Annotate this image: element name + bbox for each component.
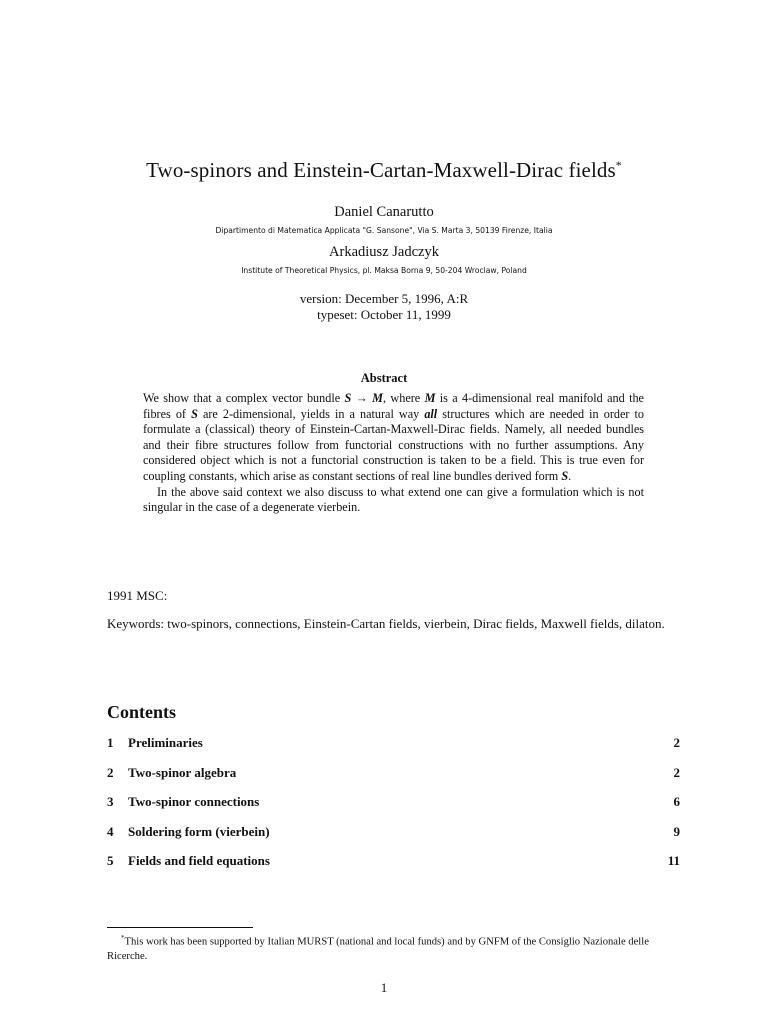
author-name-2: Arkadiusz Jadczyk <box>329 244 439 260</box>
math-bundle-map: S → M <box>344 391 384 405</box>
toc-entry[interactable] <box>107 853 680 869</box>
author-affiliation-1: Dipartimento di Matematica Applicata "G. Sansone", Via S. Marta 3, 50139 Firenze, Italia <box>215 226 553 235</box>
toc-entry[interactable] <box>107 765 680 781</box>
toc-entry-title: Preliminaries <box>128 735 203 750</box>
toc-entry-page: 11 <box>667 853 680 868</box>
abstract-text: , where <box>383 391 425 405</box>
toc-entry[interactable] <box>107 794 680 810</box>
page-number: 1 <box>380 980 388 995</box>
toc-entry-page: 2 <box>673 735 680 750</box>
toc-entry-title: Two-spinor connections <box>128 794 260 809</box>
version-line: version: December 5, 1996, A:R <box>299 291 469 306</box>
abstract-text: are 2-dimensional, yields in a natural way <box>197 406 425 421</box>
emphasis-all: all <box>424 406 438 421</box>
toc-entry-title: Two-spinor algebra <box>128 765 237 780</box>
keywords-line: Keywords: two-spinors, connections, Einstein-Cartan fields, vierbein, Dirac fields, Maxwell fields, dilaton. <box>107 616 665 631</box>
toc-entry[interactable] <box>107 824 680 840</box>
toc-entry-number: 1 <box>107 735 114 750</box>
author-affiliation-2: Institute of Theoretical Physics, pl. Maksa Borna 9, 50-204 Wroclaw, Poland <box>241 266 527 275</box>
contents-heading: Contents <box>107 702 177 722</box>
paper-title <box>0 158 768 183</box>
toc-entry-number: 4 <box>107 824 114 839</box>
paper-title-text: Two-spinors and Einstein-Cartan-Maxwell-Dirac fields <box>146 158 616 182</box>
toc-entry-number: 2 <box>107 765 114 780</box>
math-bundle: S <box>191 406 198 421</box>
abstract-text: structures which are needed in order to formulate a (classical) theory of Einstein-Cartan-Maxwell-Dirac fields. Namely, all needed bundles and their fibre structures follow from functorial constructions with no further assumptions. Any considered object which is not a functorial construction is taken to be a field. This is true even for coupling constants, which arise as constant sections of real line bundles derived form <box>143 406 645 483</box>
footnote-rule <box>107 927 253 928</box>
author-name-1: Daniel Canarutto <box>334 204 434 220</box>
abstract-text: . <box>568 468 572 483</box>
abstract-heading: Abstract <box>360 371 408 385</box>
toc-entry-number: 3 <box>107 794 114 809</box>
abstract-paragraph-1 <box>143 391 644 485</box>
toc-entry-title: Fields and field equations <box>128 853 270 868</box>
abstract-paragraph-2: In the above said context we also discuss to what extend one can give a formulation which is not singular in the case of a degenerate vierbein. <box>143 484 644 515</box>
toc-entry-page: 9 <box>673 824 680 839</box>
toc-entry[interactable] <box>107 735 680 751</box>
toc-entry-page: 6 <box>673 794 680 809</box>
toc-entry-page: 2 <box>673 765 680 780</box>
msc-line: 1991 MSC: <box>107 588 168 603</box>
footnote-mark: * <box>121 934 125 942</box>
toc-entry-number: 5 <box>107 853 114 868</box>
abstract-text: is a 4-dimensional real manifold and the fibres of <box>143 391 644 421</box>
footnote <box>107 931 680 964</box>
typeset-line: typeset: October 11, 1999 <box>317 307 451 322</box>
abstract-text: We show that a complex vector bundle <box>143 391 345 405</box>
abstract-body <box>143 391 644 516</box>
math-bundle: S <box>561 468 569 483</box>
footnote-text: This work has been supported by Italian MURST (national and local funds) and by GNFM of the Consiglio Nazionale delle Ricerche. <box>107 936 649 962</box>
math-manifold: M <box>424 391 436 405</box>
toc-entry-title: Soldering form (vierbein) <box>128 824 270 839</box>
title-footnote-mark: * <box>615 158 622 172</box>
